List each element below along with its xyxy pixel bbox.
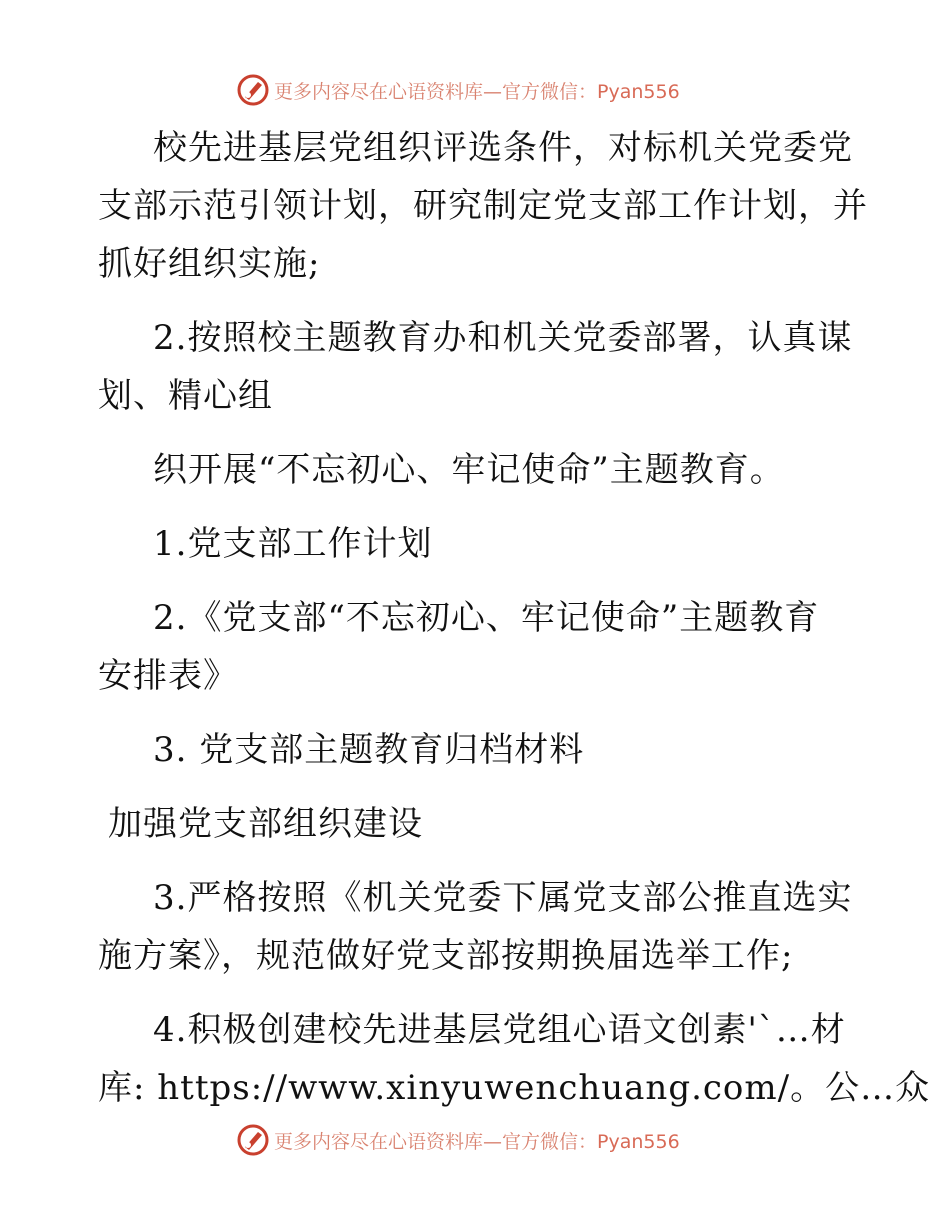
body-line: 3.严格按照《机关党委下属党支部公推直选实	[153, 878, 853, 918]
body-line: 2.按照校主题教育办和机关党委部署，认真谋	[153, 318, 853, 358]
watermark-text: 更多内容尽在心语资料库—官方微信：Pyan556	[274, 80, 680, 103]
watermark-banner-top	[236, 72, 680, 108]
pen-seal-icon	[236, 1123, 270, 1157]
body-line: 校先进基层党组织评选条件，对标机关党委党	[153, 128, 853, 168]
body-line: 安排表》	[98, 656, 238, 696]
section-heading: 加强党支部组织建设	[108, 804, 423, 844]
body-line: 3. 党支部主题教育归档材料	[153, 730, 585, 770]
body-line: 2.《党支部“不忘初心、牢记使命”主题教育	[153, 598, 820, 638]
body-line: 织开展“不忘初心、牢记使命”主题教育。	[153, 450, 785, 490]
body-line: 库: https://www.xinyuwenchuang.com/。公…众	[98, 1068, 931, 1108]
body-line: 抓好组织实施;	[98, 244, 321, 284]
body-line: 支部示范引领计划，研究制定党支部工作计划，并	[98, 186, 868, 226]
pen-seal-icon	[236, 73, 270, 107]
body-line: 划、精心组	[98, 376, 273, 416]
body-line: 1.党支部工作计划	[153, 524, 433, 564]
body-line: 施方案》，规范做好党支部按期换届选举工作;	[98, 936, 794, 976]
watermark-banner-bottom	[236, 1122, 680, 1158]
watermark-text: 更多内容尽在心语资料库—官方微信：Pyan556	[274, 1130, 680, 1153]
body-line: 4.积极创建校先进基层党组心语文创素'`…材	[153, 1010, 846, 1050]
